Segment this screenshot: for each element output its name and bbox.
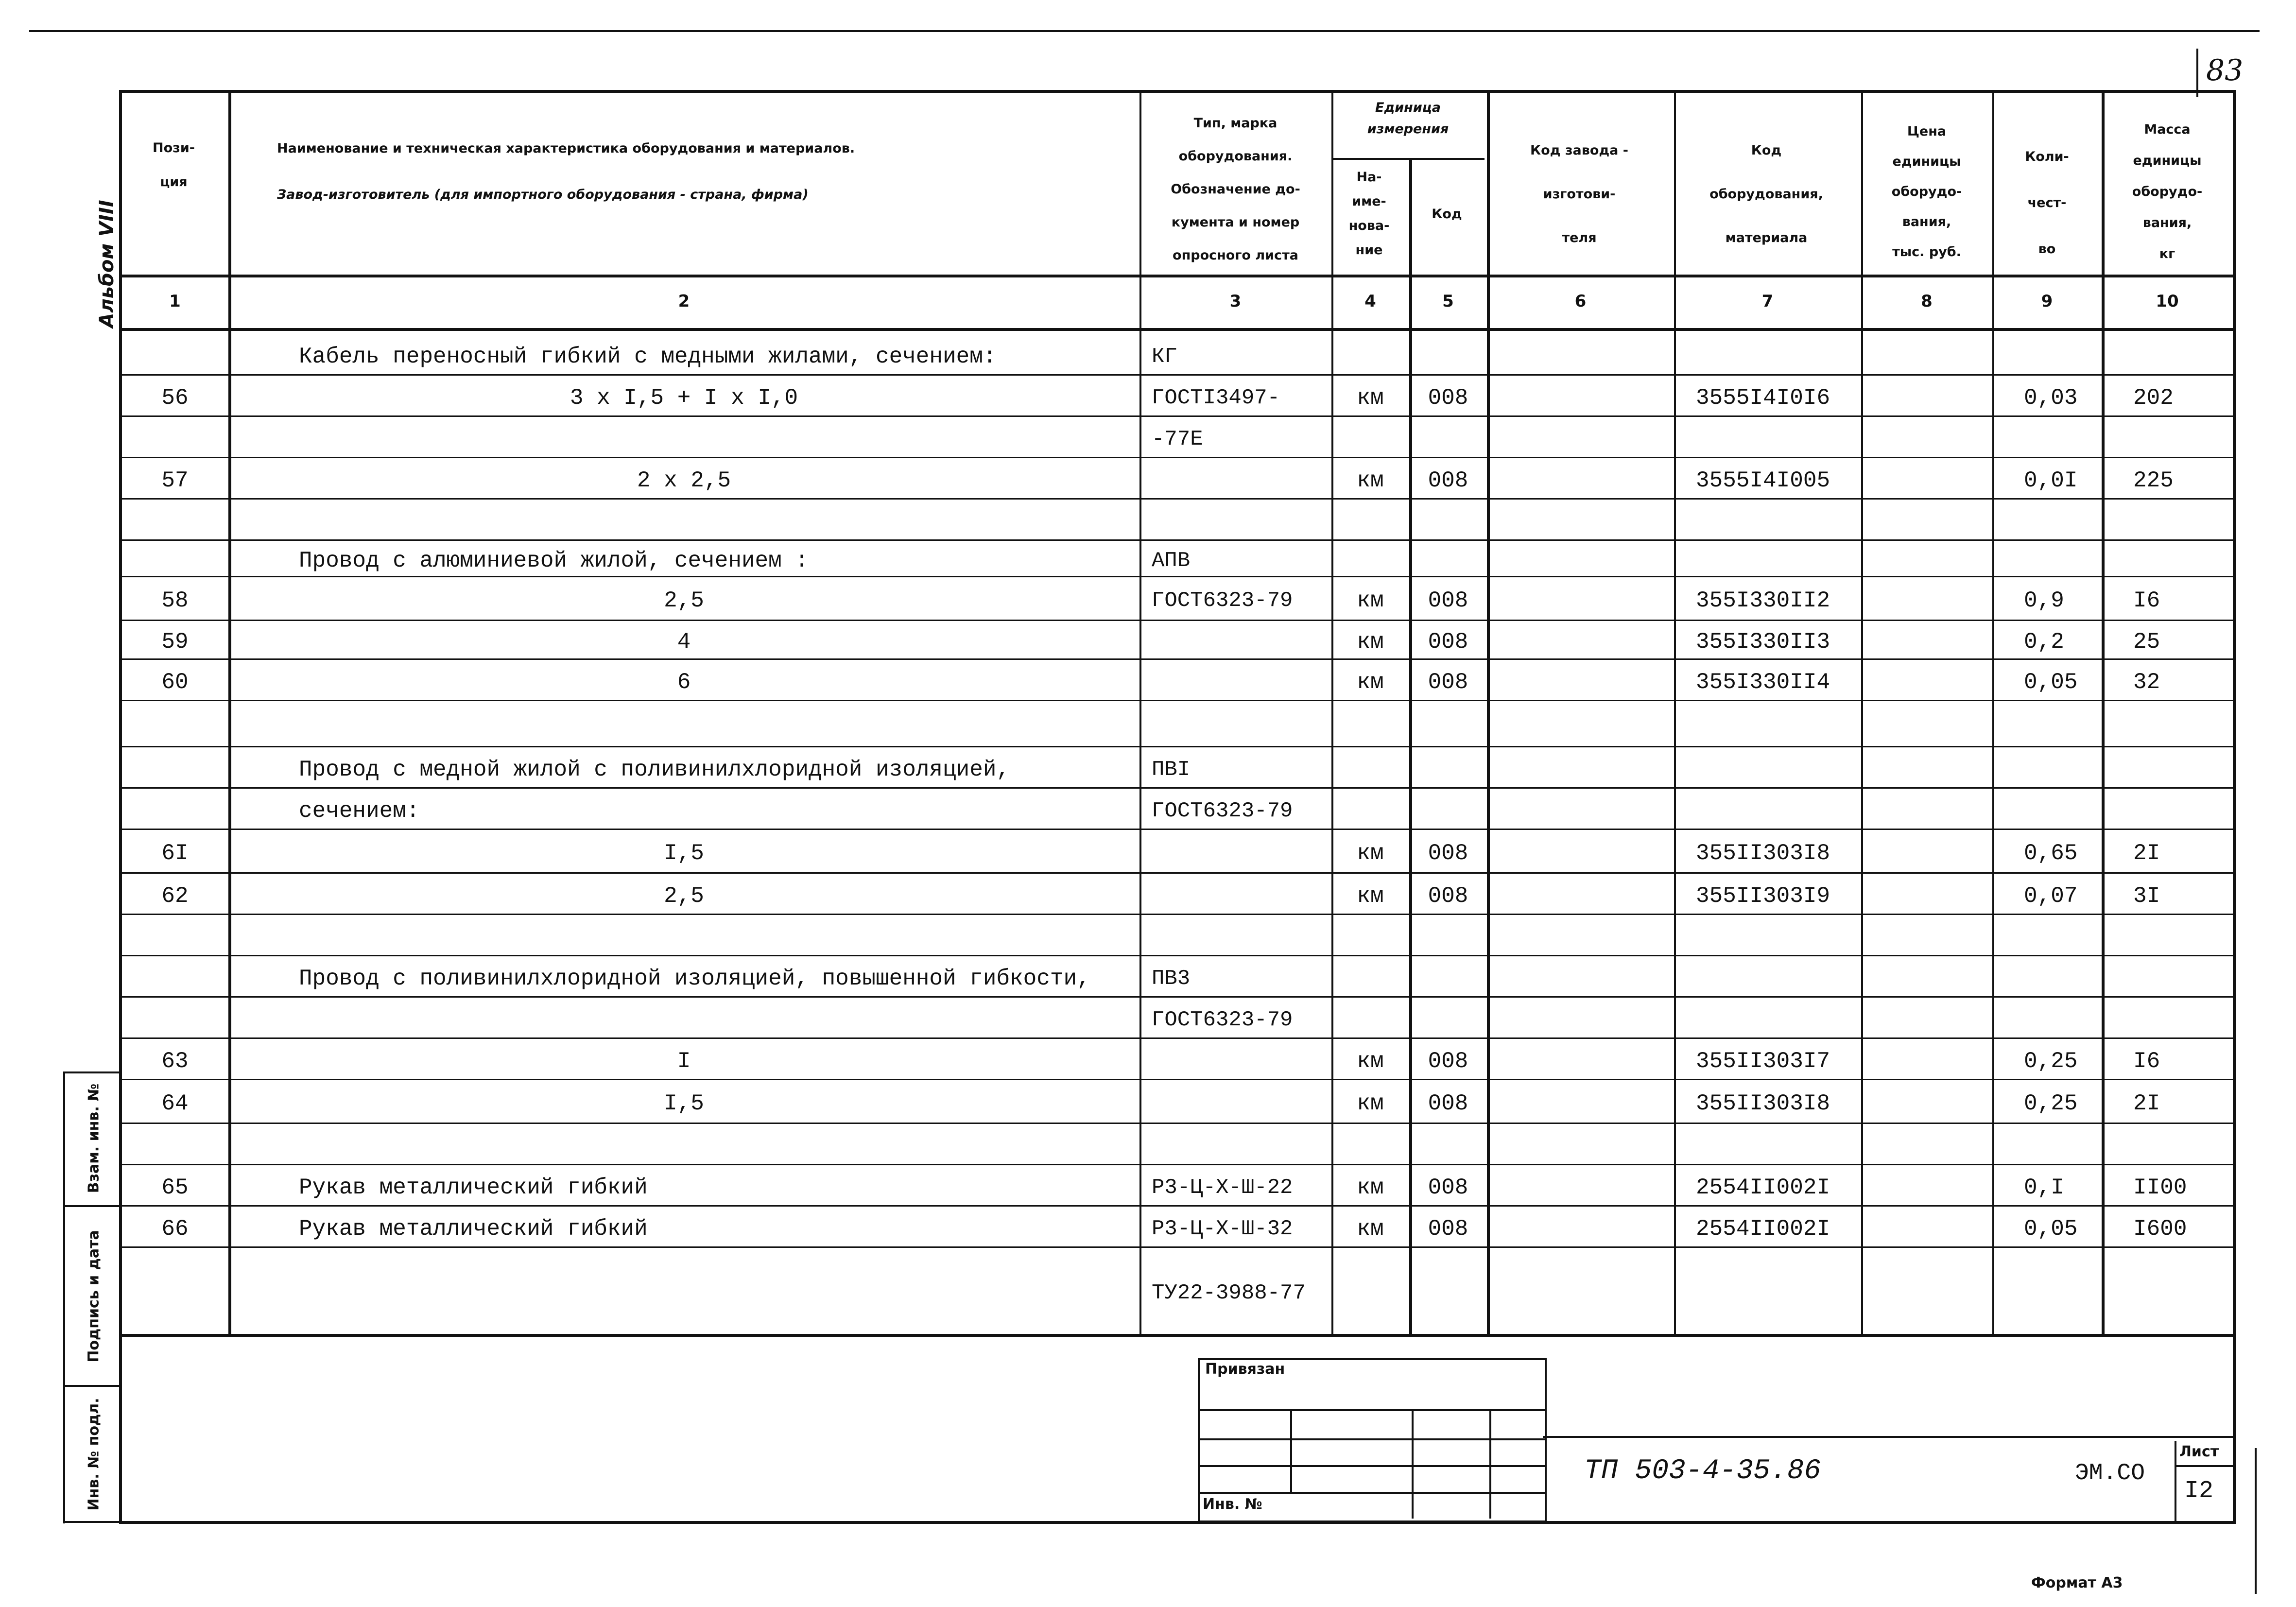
column-divider — [1674, 90, 1676, 1334]
header-name-line2: Завод-изготовитель (для импортного оборудования - страна, фирма) — [277, 187, 809, 202]
side-label-inv-podl: Инв. № подл. — [85, 1398, 103, 1511]
cell-type: ГОСТ6323-79 — [1152, 798, 1293, 823]
cell-mass: 2I — [2133, 841, 2160, 866]
row-divider — [121, 746, 2233, 747]
cell-unit: км — [1357, 385, 1384, 411]
cell-pos: 66 — [161, 1216, 189, 1242]
header-item-code: Код оборудования, материала — [1709, 143, 1823, 245]
row-divider — [121, 576, 2233, 577]
colnum-bottom-border — [119, 328, 2236, 331]
cell-qty: 0,9 — [2024, 588, 2064, 613]
header-bottom-border — [119, 275, 2236, 277]
column-divider — [1861, 90, 1863, 1334]
row-divider — [121, 1205, 2233, 1207]
cell-qty: 0,25 — [2024, 1048, 2078, 1074]
column-number: 3 — [1229, 292, 1242, 311]
cell-unit: км — [1357, 1091, 1384, 1116]
cell-name: Рукав металлический гибкий — [299, 1216, 648, 1242]
cell-qty: 0,65 — [2024, 841, 2078, 866]
cell-type: ГОСТ6323-79 — [1152, 1007, 1293, 1032]
column-number: 8 — [1921, 292, 1933, 311]
cell-code: 008 — [1428, 841, 1468, 866]
cell-pos: 59 — [161, 629, 189, 655]
cell-code: 008 — [1428, 883, 1468, 909]
cell-type: АПВ — [1152, 548, 1191, 573]
cell-name: Рукав металлический гибкий — [299, 1175, 648, 1200]
column-number: 6 — [1574, 292, 1587, 311]
cell-unit: км — [1357, 1175, 1384, 1200]
cell-code: 008 — [1428, 588, 1468, 613]
cell-type: Р3-Ц-Х-Ш-32 — [1152, 1216, 1293, 1241]
side-label-vzam: Взам. инв. № — [85, 1083, 103, 1193]
cell-name: Кабель переносный гибкий с медными жилами, сечением: — [299, 344, 997, 369]
header-quantity: Коли- чест- во — [2025, 149, 2069, 257]
cell-qty: 0,05 — [2024, 669, 2078, 695]
column-number: 2 — [678, 292, 690, 311]
cell-pos: 62 — [161, 883, 189, 909]
column-divider — [1331, 90, 1333, 1334]
cell-type: КГ — [1152, 344, 1177, 369]
cell-item-code: 355I330II2 — [1696, 588, 1830, 613]
cell-code: 008 — [1428, 385, 1468, 411]
column-divider — [1139, 90, 1141, 1334]
row-divider — [121, 374, 2233, 376]
cell-unit: км — [1357, 467, 1384, 493]
sheet-label: Лист — [2179, 1443, 2219, 1460]
cell-pos: 64 — [161, 1091, 189, 1116]
cell-type: ПВ3 — [1152, 966, 1191, 991]
row-divider — [121, 1334, 2233, 1335]
cell-pos: 63 — [161, 1048, 189, 1074]
cell-name: I,5 — [664, 1091, 704, 1116]
stamp-bottom-rule — [119, 1521, 2236, 1524]
column-divider — [2102, 90, 2105, 1334]
row-divider — [121, 415, 2233, 417]
cell-qty: 0,0I — [2024, 467, 2078, 493]
column-number: 4 — [1364, 292, 1376, 311]
cell-item-code: 355II303I8 — [1696, 1091, 1830, 1116]
side-strip-right — [119, 1071, 122, 1523]
cell-mass: I600 — [2133, 1216, 2187, 1242]
header-mass: Масса единицы оборудо- вания, кг — [2132, 122, 2203, 261]
cell-mass: I6 — [2133, 1048, 2160, 1074]
cell-item-code: 355II303I9 — [1696, 883, 1830, 909]
cell-code: 008 — [1428, 467, 1468, 493]
column-divider — [1992, 90, 1994, 1334]
cell-code: 008 — [1428, 1048, 1468, 1074]
table-top-border — [119, 90, 2236, 93]
cell-code: 008 — [1428, 669, 1468, 695]
row-divider — [121, 1079, 2233, 1080]
cell-code: 008 — [1428, 629, 1468, 655]
cell-unit: км — [1357, 629, 1384, 655]
row-divider — [121, 996, 2233, 998]
sheet-number: I2 — [2184, 1477, 2214, 1505]
row-divider — [121, 787, 2233, 789]
header-position: Пози- ция — [153, 140, 195, 190]
header-unit-group: Единица измерения — [1367, 100, 1449, 137]
cell-name: 2,5 — [664, 883, 704, 909]
cell-name: Провод с алюминиевой жилой, сечением : — [299, 548, 809, 573]
cell-name: 3 х I,5 + I х I,0 — [570, 385, 798, 411]
document-code: ТП 503-4-35.86 — [1584, 1455, 1821, 1487]
cell-type: Р3-Ц-Х-Ш-22 — [1152, 1175, 1293, 1200]
format-label: Формат А3 — [2031, 1574, 2123, 1591]
cell-pos: 60 — [161, 669, 189, 695]
row-divider — [121, 955, 2233, 956]
stamp-title-top — [1543, 1436, 2235, 1438]
cell-code: 008 — [1428, 1091, 1468, 1116]
cell-unit: км — [1357, 669, 1384, 695]
row-divider — [121, 1037, 2233, 1039]
column-divider — [228, 90, 231, 1334]
cell-name: Провод с поливинилхлоридной изоляцией, повышенной гибкости, — [299, 966, 1090, 991]
cell-item-code: 3555I4I0I6 — [1696, 385, 1830, 411]
cell-name: 4 — [677, 629, 691, 655]
cell-item-code: 3555I4I005 — [1696, 467, 1830, 493]
cell-item-code: 2554II002I — [1696, 1216, 1830, 1242]
row-divider — [121, 1246, 2233, 1248]
cell-mass: 32 — [2133, 669, 2160, 695]
row-divider — [121, 1164, 2233, 1165]
row-divider — [121, 700, 2233, 701]
top-rule — [29, 30, 2260, 32]
far-right-tick — [2255, 1448, 2257, 1594]
page-number: 83 — [2206, 53, 2244, 87]
row-divider — [121, 1123, 2233, 1124]
header-price: Цена единицы оборудо- вания, тыс. руб. — [1891, 124, 1962, 259]
header-unit-code: Код — [1432, 207, 1462, 222]
cell-name: сечением: — [299, 798, 420, 824]
cell-qty: 0,2 — [2024, 629, 2064, 655]
sheet-box-divider — [2175, 1465, 2235, 1467]
row-divider — [121, 620, 2233, 621]
cell-name: 6 — [677, 669, 691, 695]
side-label-podpis: Подпись и дата — [85, 1230, 103, 1363]
stamp-inv-label: Инв. № — [1203, 1496, 1262, 1513]
cell-qty: 0,07 — [2024, 883, 2078, 909]
cell-pos: 6I — [161, 841, 189, 866]
cell-pos: 56 — [161, 385, 189, 411]
cell-code: 008 — [1428, 1175, 1468, 1200]
stamp-privyazan-label: Привязан — [1205, 1361, 1285, 1378]
cell-name: Провод с медной жилой с поливинилхлоридной изоляцией, — [299, 757, 1010, 782]
stamp-privyazan-v3 — [1489, 1409, 1491, 1519]
cell-pos: 58 — [161, 588, 189, 613]
cell-mass: I6 — [2133, 588, 2160, 613]
cell-qty: 0,25 — [2024, 1091, 2078, 1116]
cell-name: 2,5 — [664, 588, 704, 613]
cell-type: ТУ22-3988-77 — [1152, 1281, 1306, 1305]
cell-unit: км — [1357, 883, 1384, 909]
stamp-privyazan-rule1 — [1198, 1409, 1545, 1411]
cell-unit: км — [1357, 841, 1384, 866]
cell-mass: II00 — [2133, 1175, 2187, 1200]
cell-mass: 25 — [2133, 629, 2160, 655]
cell-qty: 0,I — [2024, 1175, 2064, 1200]
header-unit-name: На- име- нова- ние — [1348, 170, 1390, 258]
cell-item-code: 355II303I8 — [1696, 841, 1830, 866]
cell-qty: 0,03 — [2024, 385, 2078, 411]
cell-unit: км — [1357, 1216, 1384, 1242]
column-divider — [1487, 90, 1490, 1334]
cell-unit: км — [1357, 588, 1384, 613]
column-number: 1 — [169, 292, 181, 311]
unit-group-divider — [1331, 158, 1485, 160]
cell-type: ГОСТ6323-79 — [1152, 588, 1293, 613]
cell-mass: 2I — [2133, 1091, 2160, 1116]
cell-type: ГОСТI3497- — [1152, 385, 1280, 410]
cell-unit: км — [1357, 1048, 1384, 1074]
cell-mass: 202 — [2133, 385, 2174, 411]
row-divider — [121, 872, 2233, 874]
album-mark: Альбом VIII — [96, 200, 118, 328]
cell-type: ПВI — [1152, 757, 1191, 782]
document-mark: ЭМ.СО — [2075, 1460, 2145, 1486]
stamp-privyazan-rule3 — [1198, 1465, 1545, 1467]
column-number: 5 — [1442, 292, 1454, 311]
cell-name: I — [677, 1048, 691, 1074]
row-divider — [121, 658, 2233, 660]
side-strip-left — [63, 1071, 65, 1523]
row-divider — [121, 498, 2233, 500]
cell-mass: 3I — [2133, 883, 2160, 909]
cell-name: 2 х 2,5 — [637, 467, 731, 493]
row-divider — [121, 539, 2233, 541]
cell-item-code: 355II303I7 — [1696, 1048, 1830, 1074]
cell-type: -77Е — [1152, 427, 1203, 451]
column-number: 7 — [1761, 292, 1774, 311]
cell-code: 008 — [1428, 1216, 1468, 1242]
cell-item-code: 2554II002I — [1696, 1175, 1830, 1200]
cell-pos: 65 — [161, 1175, 189, 1200]
cell-item-code: 355I330II4 — [1696, 669, 1830, 695]
stamp-privyazan-rule4 — [1198, 1492, 1545, 1494]
column-number: 10 — [2156, 292, 2179, 311]
cell-item-code: 355I330II3 — [1696, 629, 1830, 655]
header-type: Тип, марка оборудования. Обозначение до- кумента и номер опросного листа — [1171, 116, 1300, 263]
stamp-privyazan-v1 — [1290, 1409, 1292, 1492]
cell-mass: 225 — [2133, 467, 2174, 493]
row-divider — [121, 829, 2233, 830]
header-factory-code: Код завода - изготови- теля — [1530, 143, 1628, 245]
column-number: 9 — [2041, 292, 2053, 311]
cell-name: I,5 — [664, 841, 704, 866]
stamp-privyazan-rule2 — [1198, 1438, 1545, 1440]
cell-qty: 0,05 — [2024, 1216, 2078, 1242]
header-name-line1: Наименование и техническая характеристика оборудования и материалов. — [277, 141, 855, 156]
stamp-privyazan-v2 — [1412, 1409, 1414, 1519]
row-divider — [121, 457, 2233, 458]
row-divider — [121, 914, 2233, 915]
cell-pos: 57 — [161, 467, 189, 493]
